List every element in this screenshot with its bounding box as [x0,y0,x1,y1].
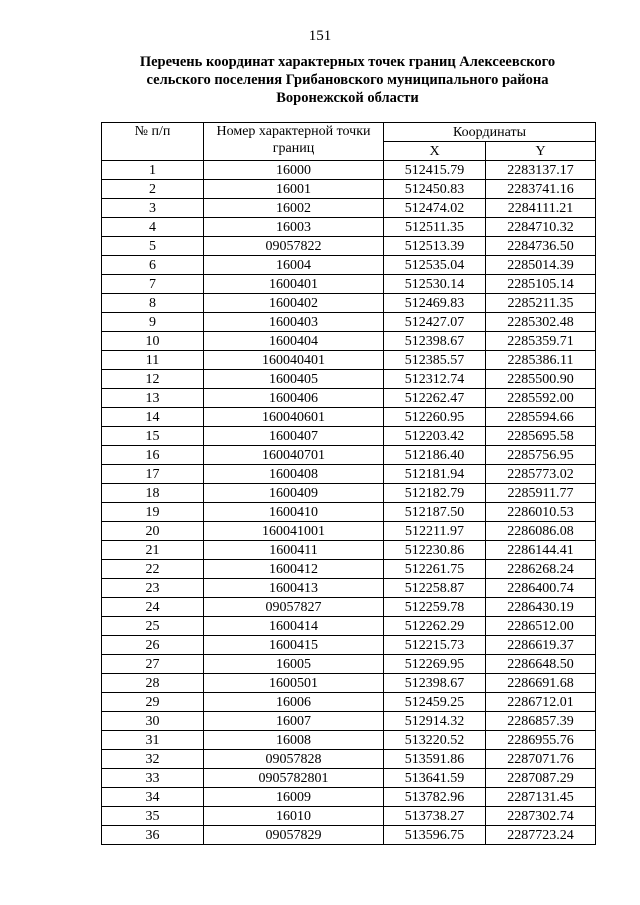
cell-y: 2287723.24 [486,826,596,845]
cell-point-number: 1600407 [204,427,384,446]
page-number: 151 [308,28,332,44]
cell-y: 2286619.37 [486,636,596,655]
cell-row-number: 5 [102,237,204,256]
table-row [102,807,596,826]
cell-y: 2286144.41 [486,541,596,560]
table-row [102,674,596,693]
title-line-1: Перечень координат характерных точек границ Алексеевского [139,54,556,70]
table-row [102,294,596,313]
cell-row-number: 16 [102,446,204,465]
cell-y: 2284736.50 [486,237,596,256]
cell-y: 2283741.16 [486,180,596,199]
table-row [102,237,596,256]
cell-point-number: 1600414 [204,617,384,636]
cell-point-number: 1600403 [204,313,384,332]
cell-row-number: 10 [102,332,204,351]
cell-row-number: 19 [102,503,204,522]
cell-x: 512187.50 [384,503,486,522]
header-y: Y [486,142,596,161]
cell-point-number: 1600413 [204,579,384,598]
cell-x: 512215.73 [384,636,486,655]
cell-point-number: 160040701 [204,446,384,465]
cell-x: 513591.86 [384,750,486,769]
cell-x: 512427.07 [384,313,486,332]
cell-row-number: 28 [102,674,204,693]
table-row [102,522,596,541]
cell-point-number: 09057829 [204,826,384,845]
cell-point-number: 16008 [204,731,384,750]
header-x: X [384,142,486,161]
cell-point-number: 16001 [204,180,384,199]
table-row [102,769,596,788]
table-row [102,655,596,674]
cell-point-number: 16006 [204,693,384,712]
cell-row-number: 7 [102,275,204,294]
cell-point-number: 160041001 [204,522,384,541]
cell-point-number: 16005 [204,655,384,674]
cell-y: 2286086.08 [486,522,596,541]
cell-row-number: 21 [102,541,204,560]
cell-y: 2285359.71 [486,332,596,351]
table-row [102,826,596,845]
cell-x: 512203.42 [384,427,486,446]
table-row [102,541,596,560]
table-row [102,332,596,351]
cell-y: 2286268.24 [486,560,596,579]
cell-y: 2287302.74 [486,807,596,826]
table-row [102,199,596,218]
coordinates-table [101,122,596,845]
cell-y: 2285386.11 [486,351,596,370]
title-line-2: сельского поселения Грибановского муниципального района [146,72,549,88]
cell-y: 2287071.76 [486,750,596,769]
cell-x: 512415.79 [384,161,486,180]
cell-point-number: 09057822 [204,237,384,256]
table-row [102,560,596,579]
table-row [102,731,596,750]
cell-row-number: 22 [102,560,204,579]
header-point-line-2: границ [272,141,315,156]
table-row [102,427,596,446]
table-row [102,370,596,389]
cell-row-number: 2 [102,180,204,199]
cell-x: 513782.96 [384,788,486,807]
cell-y: 2286712.01 [486,693,596,712]
table-row [102,636,596,655]
cell-y: 2285105.14 [486,275,596,294]
table-row [102,484,596,503]
table-row [102,218,596,237]
cell-x: 512186.40 [384,446,486,465]
cell-y: 2285014.39 [486,256,596,275]
cell-x: 512262.29 [384,617,486,636]
cell-y: 2285302.48 [486,313,596,332]
table-row [102,389,596,408]
table-row [102,256,596,275]
cell-x: 512181.94 [384,465,486,484]
cell-point-number: 1600405 [204,370,384,389]
cell-row-number: 18 [102,484,204,503]
cell-x: 512459.25 [384,693,486,712]
cell-row-number: 32 [102,750,204,769]
cell-row-number: 15 [102,427,204,446]
table-row [102,693,596,712]
cell-y: 2285756.95 [486,446,596,465]
cell-x: 512513.39 [384,237,486,256]
cell-x: 512385.57 [384,351,486,370]
cell-row-number: 24 [102,598,204,617]
table-row [102,313,596,332]
cell-row-number: 8 [102,294,204,313]
table-row [102,750,596,769]
cell-row-number: 11 [102,351,204,370]
cell-point-number: 0905782801 [204,769,384,788]
cell-y: 2286512.00 [486,617,596,636]
table-row [102,579,596,598]
table-row [102,275,596,294]
table-row [102,503,596,522]
cell-y: 2285592.00 [486,389,596,408]
cell-row-number: 34 [102,788,204,807]
cell-point-number: 16004 [204,256,384,275]
cell-row-number: 14 [102,408,204,427]
cell-x: 512260.95 [384,408,486,427]
cell-x: 512511.35 [384,218,486,237]
cell-point-number: 1600401 [204,275,384,294]
cell-x: 512914.32 [384,712,486,731]
table-row [102,161,596,180]
cell-y: 2285500.90 [486,370,596,389]
table-row [102,351,596,370]
cell-x: 512230.86 [384,541,486,560]
cell-row-number: 9 [102,313,204,332]
cell-row-number: 1 [102,161,204,180]
cell-y: 2287087.29 [486,769,596,788]
cell-point-number: 1600415 [204,636,384,655]
cell-x: 512259.78 [384,598,486,617]
table-row [102,598,596,617]
cell-y: 2284111.21 [486,199,596,218]
cell-row-number: 20 [102,522,204,541]
header-coordinates: Координаты [384,123,596,142]
cell-row-number: 26 [102,636,204,655]
table-row [102,180,596,199]
cell-y: 2286955.76 [486,731,596,750]
table-body [102,161,596,845]
cell-row-number: 29 [102,693,204,712]
header-row-number: № п/п [102,123,204,161]
cell-x: 512211.97 [384,522,486,541]
cell-x: 512535.04 [384,256,486,275]
cell-point-number: 160040601 [204,408,384,427]
cell-point-number: 16010 [204,807,384,826]
cell-row-number: 33 [102,769,204,788]
cell-row-number: 31 [102,731,204,750]
cell-point-number: 1600411 [204,541,384,560]
cell-x: 512398.67 [384,332,486,351]
cell-point-number: 09057827 [204,598,384,617]
cell-point-number: 09057828 [204,750,384,769]
cell-row-number: 35 [102,807,204,826]
cell-point-number: 16007 [204,712,384,731]
cell-y: 2285594.66 [486,408,596,427]
cell-y: 2286010.53 [486,503,596,522]
cell-y: 2284710.32 [486,218,596,237]
table-row [102,408,596,427]
cell-point-number: 160040401 [204,351,384,370]
cell-y: 2285911.77 [486,484,596,503]
header-point-number [204,123,384,161]
document-title [100,53,595,107]
cell-x: 512474.02 [384,199,486,218]
cell-point-number: 16002 [204,199,384,218]
cell-x: 512261.75 [384,560,486,579]
cell-row-number: 25 [102,617,204,636]
cell-y: 2286691.68 [486,674,596,693]
cell-x: 512269.95 [384,655,486,674]
cell-point-number: 1600408 [204,465,384,484]
cell-point-number: 1600410 [204,503,384,522]
cell-x: 512258.87 [384,579,486,598]
cell-y: 2285211.35 [486,294,596,313]
cell-y: 2285695.58 [486,427,596,446]
cell-x: 512398.67 [384,674,486,693]
cell-point-number: 1600409 [204,484,384,503]
cell-row-number: 30 [102,712,204,731]
cell-row-number: 17 [102,465,204,484]
cell-x: 513596.75 [384,826,486,845]
cell-x: 513220.52 [384,731,486,750]
cell-x: 512262.47 [384,389,486,408]
header-point-line-1: Номер характерной точки [216,124,371,139]
table-row [102,617,596,636]
cell-row-number: 3 [102,199,204,218]
table-row [102,712,596,731]
cell-y: 2286648.50 [486,655,596,674]
cell-point-number: 1600402 [204,294,384,313]
table-row [102,446,596,465]
cell-y: 2287131.45 [486,788,596,807]
cell-x: 512469.83 [384,294,486,313]
cell-x: 512182.79 [384,484,486,503]
cell-y: 2286857.39 [486,712,596,731]
cell-x: 512530.14 [384,275,486,294]
cell-point-number: 16003 [204,218,384,237]
cell-row-number: 4 [102,218,204,237]
cell-point-number: 16009 [204,788,384,807]
cell-point-number: 1600406 [204,389,384,408]
cell-x: 512450.83 [384,180,486,199]
cell-x: 513738.27 [384,807,486,826]
cell-y: 2283137.17 [486,161,596,180]
cell-row-number: 6 [102,256,204,275]
cell-y: 2285773.02 [486,465,596,484]
cell-row-number: 13 [102,389,204,408]
cell-point-number: 16000 [204,161,384,180]
title-line-3: Воронежской области [276,90,419,106]
cell-x: 513641.59 [384,769,486,788]
cell-point-number: 1600404 [204,332,384,351]
cell-row-number: 36 [102,826,204,845]
cell-x: 512312.74 [384,370,486,389]
cell-y: 2286430.19 [486,598,596,617]
table-row [102,788,596,807]
cell-row-number: 27 [102,655,204,674]
cell-row-number: 23 [102,579,204,598]
cell-point-number: 1600412 [204,560,384,579]
cell-point-number: 1600501 [204,674,384,693]
table-row [102,465,596,484]
cell-y: 2286400.74 [486,579,596,598]
cell-row-number: 12 [102,370,204,389]
